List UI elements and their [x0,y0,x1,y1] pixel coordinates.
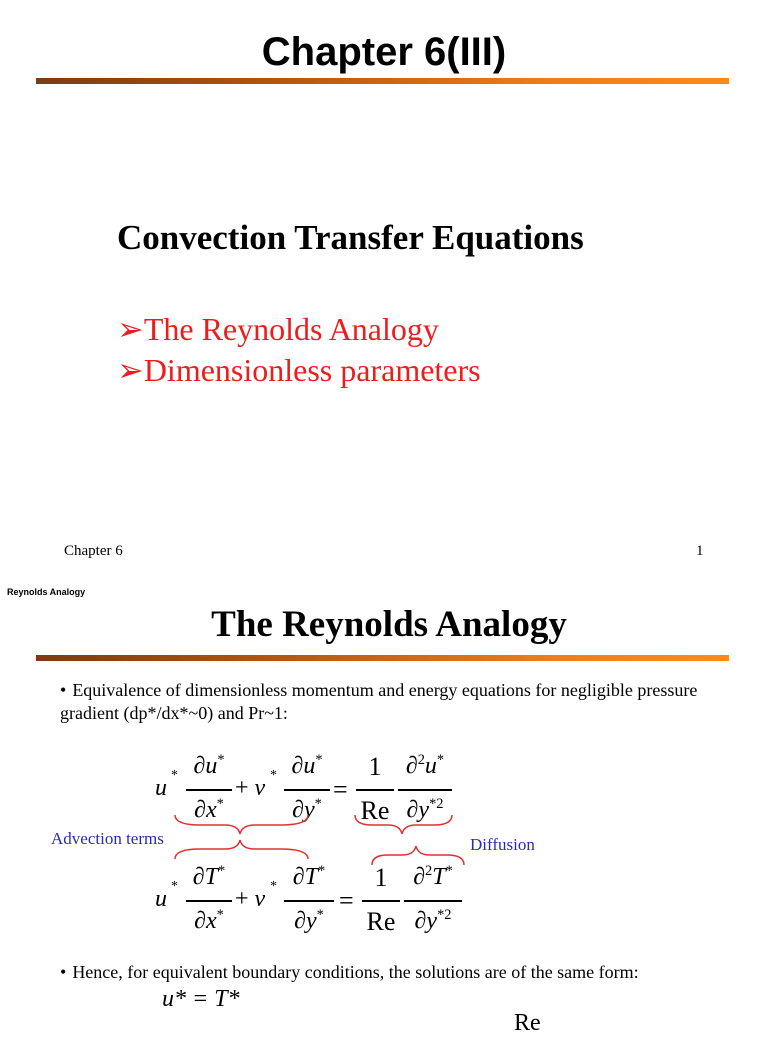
slide-heading: Convection Transfer Equations [117,218,584,257]
title-rule [36,655,729,661]
bullet-text: • Equivalence of dimensionless momentum and energy equations for negligible pressure gradient (dp*/dx*~0) and Pr~1: [60,680,698,723]
bullet-item: ➢Dimensionless parameters [117,352,481,388]
bullet-dot: • [60,680,67,700]
result-equation: u* = T* [162,986,240,1012]
slide-title: Chapter 6(III) [261,30,507,74]
diffusion-label: Diffusion [470,835,535,854]
title-rule [36,78,729,84]
partial-text: Re [514,1010,541,1036]
advection-braces-icon [170,812,320,862]
page-number: 1 [696,543,704,559]
diffusion-braces-icon [352,812,470,867]
slide-title: The Reynolds Analogy [211,604,567,645]
bullet-arrow-icon: ➢ [117,311,144,347]
corner-label: Reynolds Analogy [7,587,86,597]
bullet-dot: • [60,962,67,982]
footer-left: Chapter 6 [64,543,123,559]
bullet-text: • Hence, for equivalent boundary conditions, the solutions are of the same form: [60,962,639,982]
bullet-arrow-icon: ➢ [117,352,144,388]
advection-label: Advection terms [51,829,164,848]
bullet-item: ➢The Reynolds Analogy [117,311,439,347]
